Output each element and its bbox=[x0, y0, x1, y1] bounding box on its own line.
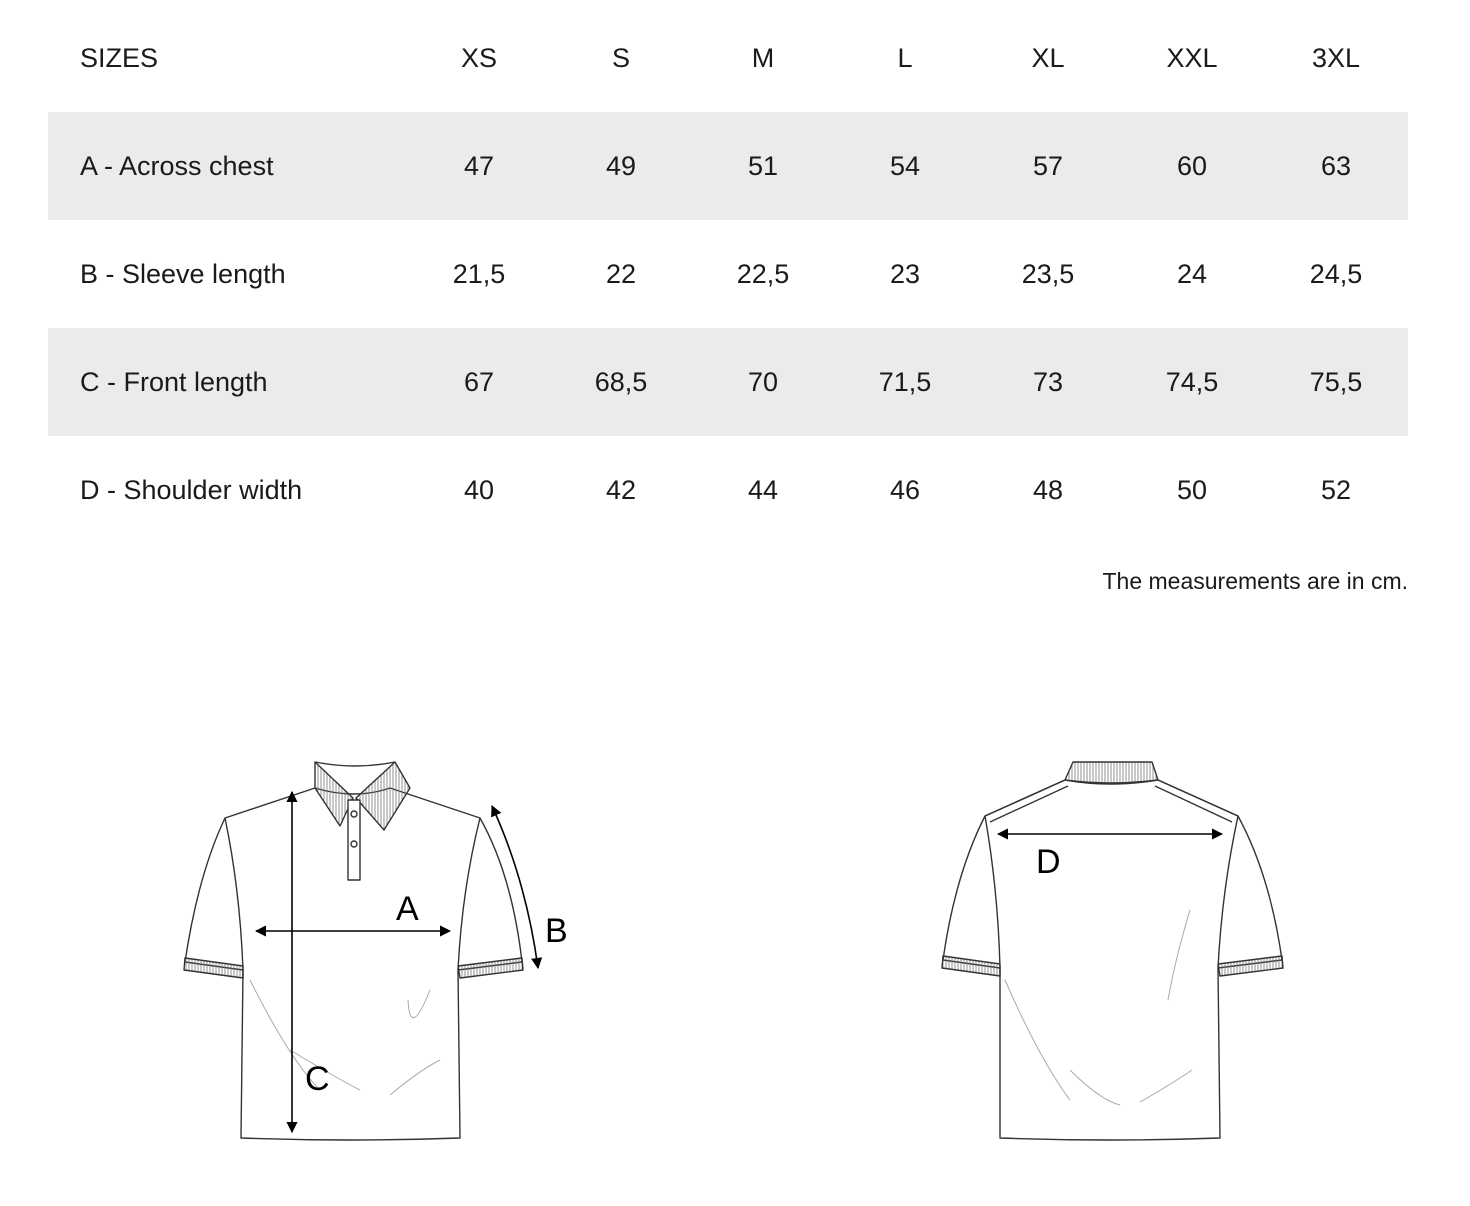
header-label: SIZES bbox=[80, 43, 159, 73]
value-cell: 49 bbox=[605, 151, 637, 181]
dimension-label-c: C bbox=[305, 1060, 330, 1098]
row-label: B - Sleeve length bbox=[80, 259, 286, 289]
size-chart-table bbox=[48, 4, 1408, 544]
value-cell: 73 bbox=[1032, 367, 1064, 397]
size-header-l: L bbox=[897, 43, 913, 73]
value-cell: 22 bbox=[605, 259, 637, 289]
polo-front-outline bbox=[184, 762, 523, 1140]
value-cell: 24,5 bbox=[1309, 259, 1363, 289]
row-across-chest bbox=[48, 112, 1408, 220]
size-header-xl: XL bbox=[1031, 43, 1065, 73]
size-header-xs: XS bbox=[460, 43, 498, 73]
value-cell: 74,5 bbox=[1165, 367, 1219, 397]
value-cell: 51 bbox=[747, 151, 779, 181]
value-cell: 48 bbox=[1032, 475, 1064, 505]
size-header-s: S bbox=[611, 43, 630, 73]
value-cell: 23 bbox=[889, 259, 921, 289]
value-cell: 42 bbox=[605, 475, 637, 505]
size-header-xxl: XXL bbox=[1166, 43, 1218, 73]
value-cell: 68,5 bbox=[594, 367, 648, 397]
value-cell: 44 bbox=[747, 475, 779, 505]
row-shoulder-width bbox=[48, 436, 1408, 544]
polo-back-outline bbox=[942, 762, 1283, 1140]
polo-front-diagram bbox=[170, 740, 590, 1160]
value-cell: 54 bbox=[889, 151, 921, 181]
value-cell: 46 bbox=[889, 475, 921, 505]
value-cell: 71,5 bbox=[878, 367, 932, 397]
row-front-length bbox=[48, 328, 1408, 436]
row-label: C - Front length bbox=[80, 367, 268, 397]
value-cell: 67 bbox=[463, 367, 495, 397]
value-cell: 21,5 bbox=[452, 259, 506, 289]
dimension-label-a: A bbox=[396, 890, 419, 928]
size-header-m: M bbox=[751, 43, 775, 73]
row-label: A - Across chest bbox=[80, 151, 274, 181]
value-cell: 52 bbox=[1320, 475, 1352, 505]
header-row bbox=[48, 4, 1408, 112]
value-cell: 24 bbox=[1176, 259, 1208, 289]
dimension-label-b: B bbox=[545, 912, 568, 950]
polo-back-diagram bbox=[930, 740, 1300, 1160]
value-cell: 57 bbox=[1032, 151, 1064, 181]
value-cell: 22,5 bbox=[736, 259, 790, 289]
value-cell: 60 bbox=[1176, 151, 1208, 181]
dimension-label-d: D bbox=[1036, 843, 1061, 881]
value-cell: 70 bbox=[747, 367, 779, 397]
value-cell: 23,5 bbox=[1021, 259, 1075, 289]
row-sleeve-length bbox=[48, 220, 1408, 328]
value-cell: 47 bbox=[463, 151, 495, 181]
value-cell: 40 bbox=[463, 475, 495, 505]
value-cell: 75,5 bbox=[1309, 367, 1363, 397]
measurement-unit-note: The measurements are in cm. bbox=[1102, 568, 1408, 594]
value-cell: 63 bbox=[1320, 151, 1352, 181]
value-cell: 50 bbox=[1176, 475, 1208, 505]
size-header-3xl: 3XL bbox=[1311, 43, 1361, 73]
row-label: D - Shoulder width bbox=[80, 475, 303, 505]
